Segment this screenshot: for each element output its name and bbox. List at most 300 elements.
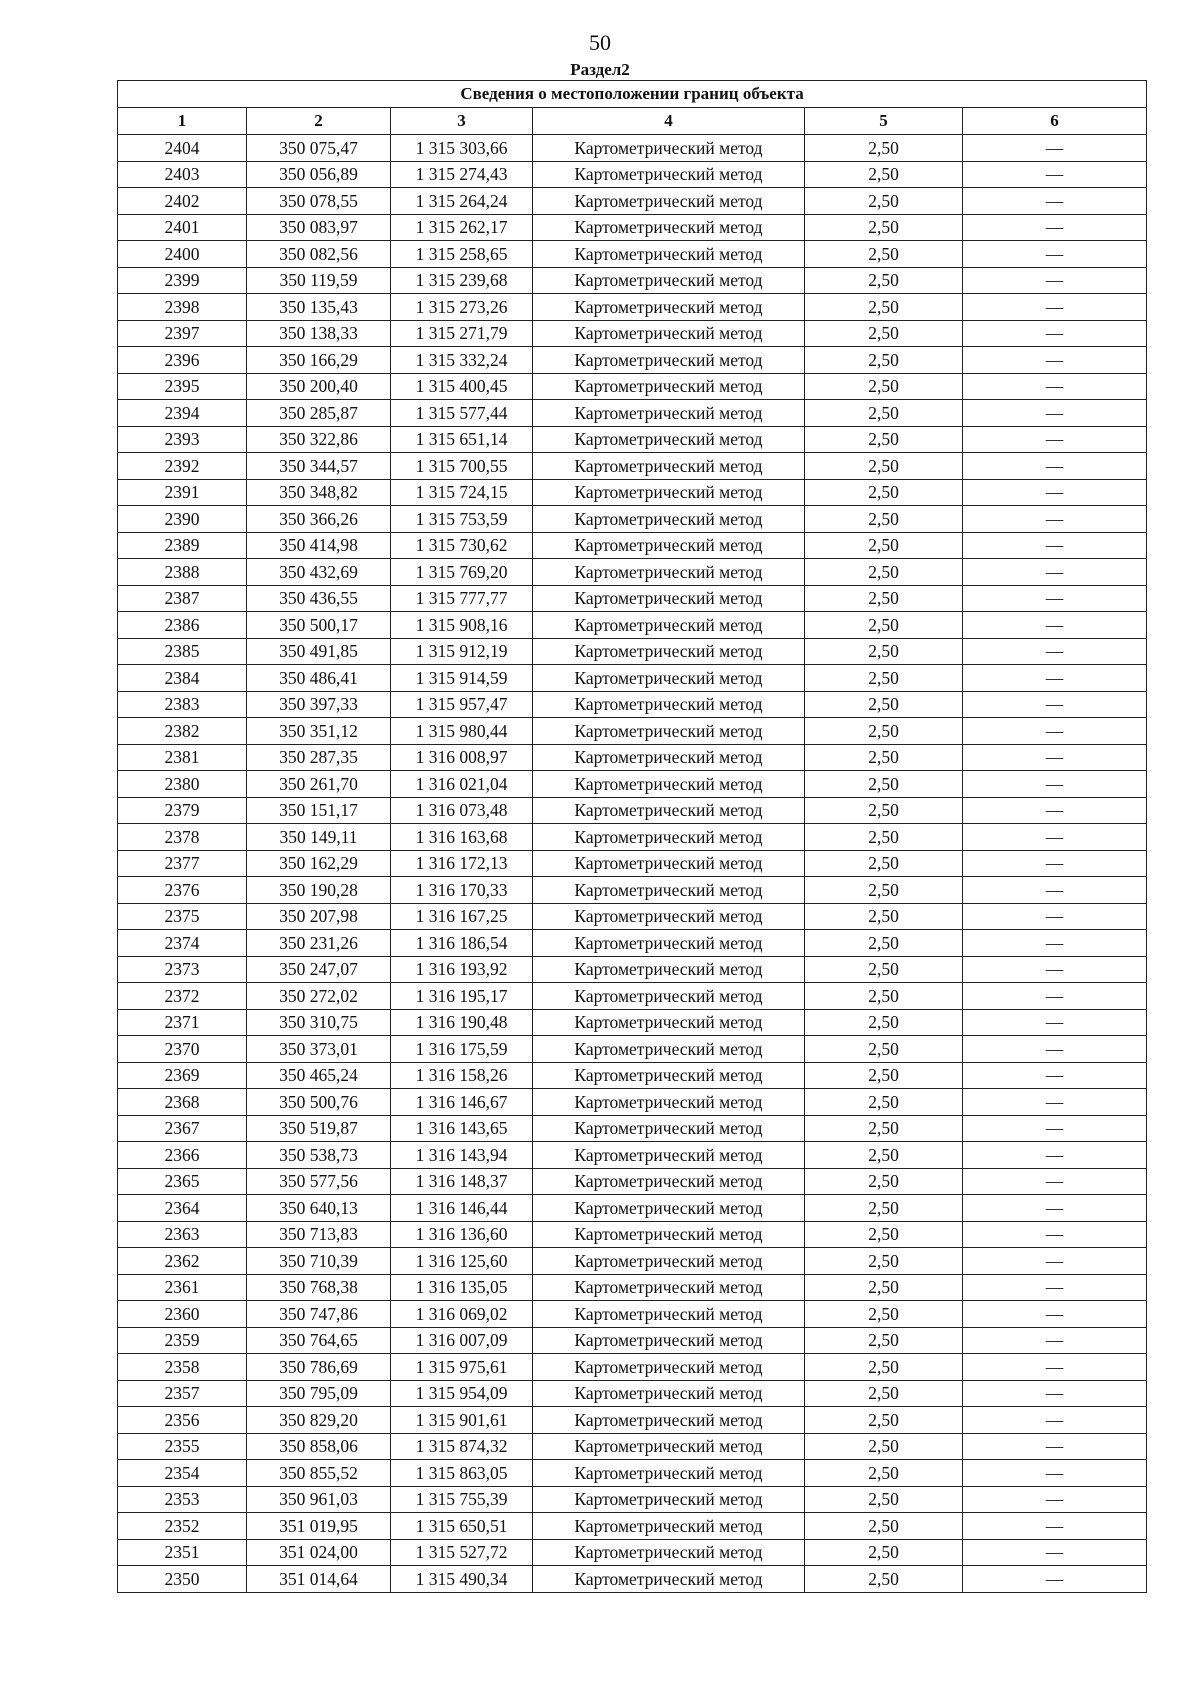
table-row <box>118 1539 1147 1566</box>
y-coordinate-cell: 1 315 908,16 <box>391 612 533 639</box>
table-row <box>118 1354 1147 1381</box>
method-cell: Картометрический метод <box>533 824 805 851</box>
table-row <box>118 188 1147 215</box>
method-cell: Картометрический метод <box>533 1380 805 1407</box>
x-coordinate-cell: 351 014,64 <box>247 1566 391 1593</box>
y-coordinate-cell: 1 315 577,44 <box>391 400 533 427</box>
point-number-cell: 2403 <box>118 161 247 188</box>
point-number-cell: 2376 <box>118 877 247 904</box>
description-cell: — <box>963 188 1147 215</box>
accuracy-cell: 2,50 <box>805 691 963 718</box>
point-number-cell: 2377 <box>118 850 247 877</box>
accuracy-cell: 2,50 <box>805 983 963 1010</box>
method-cell: Картометрический метод <box>533 983 805 1010</box>
description-cell: — <box>963 930 1147 957</box>
x-coordinate-cell: 350 190,28 <box>247 877 391 904</box>
method-cell: Картометрический метод <box>533 188 805 215</box>
description-cell: — <box>963 1195 1147 1222</box>
x-coordinate-cell: 350 373,01 <box>247 1036 391 1063</box>
accuracy-cell: 2,50 <box>805 1248 963 1275</box>
method-cell: Картометрический метод <box>533 903 805 930</box>
point-number-cell: 2382 <box>118 718 247 745</box>
description-cell: — <box>963 744 1147 771</box>
point-number-cell: 2393 <box>118 426 247 453</box>
y-coordinate-cell: 1 315 957,47 <box>391 691 533 718</box>
table-row <box>118 1168 1147 1195</box>
table-row <box>118 1327 1147 1354</box>
table-row <box>118 1221 1147 1248</box>
description-cell: — <box>963 1036 1147 1063</box>
method-cell: Картометрический метод <box>533 294 805 321</box>
y-coordinate-cell: 1 315 874,32 <box>391 1433 533 1460</box>
description-cell: — <box>963 585 1147 612</box>
page-number: 50 <box>589 30 611 55</box>
table-body <box>118 135 1147 1593</box>
accuracy-cell: 2,50 <box>805 824 963 851</box>
x-coordinate-cell: 350 200,40 <box>247 373 391 400</box>
table-row <box>118 718 1147 745</box>
table-row <box>118 1433 1147 1460</box>
x-coordinate-cell: 350 135,43 <box>247 294 391 321</box>
y-coordinate-cell: 1 315 527,72 <box>391 1539 533 1566</box>
description-cell: — <box>963 665 1147 692</box>
table-row <box>118 1486 1147 1513</box>
accuracy-cell: 2,50 <box>805 1089 963 1116</box>
point-number-cell: 2401 <box>118 214 247 241</box>
table-row <box>118 824 1147 851</box>
method-cell: Картометрический метод <box>533 1407 805 1434</box>
method-cell: Картометрический метод <box>533 373 805 400</box>
point-number-cell: 2373 <box>118 956 247 983</box>
method-cell: Картометрический метод <box>533 479 805 506</box>
x-coordinate-cell: 350 747,86 <box>247 1301 391 1328</box>
table-row <box>118 479 1147 506</box>
point-number-cell: 2350 <box>118 1566 247 1593</box>
method-cell: Картометрический метод <box>533 1354 805 1381</box>
x-coordinate-cell: 350 119,59 <box>247 267 391 294</box>
description-cell: — <box>963 983 1147 1010</box>
x-coordinate-cell: 350 207,98 <box>247 903 391 930</box>
method-cell: Картометрический метод <box>533 347 805 374</box>
accuracy-cell: 2,50 <box>805 585 963 612</box>
method-cell: Картометрический метод <box>533 506 805 533</box>
table-row <box>118 294 1147 321</box>
table-row <box>118 506 1147 533</box>
accuracy-cell: 2,50 <box>805 744 963 771</box>
table-row <box>118 1274 1147 1301</box>
x-coordinate-cell: 350 138,33 <box>247 320 391 347</box>
description-cell: — <box>963 1460 1147 1487</box>
table-row <box>118 347 1147 374</box>
point-number-cell: 2386 <box>118 612 247 639</box>
y-coordinate-cell: 1 315 777,77 <box>391 585 533 612</box>
accuracy-cell: 2,50 <box>805 559 963 586</box>
x-coordinate-cell: 350 272,02 <box>247 983 391 1010</box>
y-coordinate-cell: 1 316 073,48 <box>391 797 533 824</box>
description-cell: — <box>963 1062 1147 1089</box>
accuracy-cell: 2,50 <box>805 718 963 745</box>
method-cell: Картометрический метод <box>533 1036 805 1063</box>
accuracy-cell: 2,50 <box>805 1566 963 1593</box>
accuracy-cell: 2,50 <box>805 1513 963 1540</box>
x-coordinate-cell: 350 078,55 <box>247 188 391 215</box>
x-coordinate-cell: 350 261,70 <box>247 771 391 798</box>
description-cell: — <box>963 1513 1147 1540</box>
accuracy-cell: 2,50 <box>805 1486 963 1513</box>
table-row <box>118 1009 1147 1036</box>
y-coordinate-cell: 1 315 980,44 <box>391 718 533 745</box>
point-number-cell: 2400 <box>118 241 247 268</box>
point-number-cell: 2378 <box>118 824 247 851</box>
table-caption: Сведения о местоположении границ объекта <box>118 81 1147 108</box>
point-number-cell: 2383 <box>118 691 247 718</box>
point-number-cell: 2355 <box>118 1433 247 1460</box>
point-number-cell: 2379 <box>118 797 247 824</box>
accuracy-cell: 2,50 <box>805 1115 963 1142</box>
method-cell: Картометрический метод <box>533 1566 805 1593</box>
x-coordinate-cell: 350 713,83 <box>247 1221 391 1248</box>
point-number-cell: 2385 <box>118 638 247 665</box>
table-row <box>118 320 1147 347</box>
point-number-cell: 2398 <box>118 294 247 321</box>
y-coordinate-cell: 1 315 769,20 <box>391 559 533 586</box>
x-coordinate-cell: 350 310,75 <box>247 1009 391 1036</box>
x-coordinate-cell: 350 162,29 <box>247 850 391 877</box>
x-coordinate-cell: 350 344,57 <box>247 453 391 480</box>
point-number-cell: 2358 <box>118 1354 247 1381</box>
x-coordinate-cell: 350 351,12 <box>247 718 391 745</box>
point-number-cell: 2354 <box>118 1460 247 1487</box>
point-number-cell: 2388 <box>118 559 247 586</box>
x-coordinate-cell: 351 024,00 <box>247 1539 391 1566</box>
accuracy-cell: 2,50 <box>805 373 963 400</box>
method-cell: Картометрический метод <box>533 1539 805 1566</box>
y-coordinate-cell: 1 316 008,97 <box>391 744 533 771</box>
accuracy-cell: 2,50 <box>805 161 963 188</box>
y-coordinate-cell: 1 316 146,44 <box>391 1195 533 1222</box>
table-row <box>118 241 1147 268</box>
method-cell: Картометрический метод <box>533 1142 805 1169</box>
table-row <box>118 850 1147 877</box>
y-coordinate-cell: 1 316 135,05 <box>391 1274 533 1301</box>
accuracy-cell: 2,50 <box>805 1433 963 1460</box>
description-cell: — <box>963 1539 1147 1566</box>
column-header: 3 <box>391 108 533 135</box>
y-coordinate-cell: 1 315 700,55 <box>391 453 533 480</box>
y-coordinate-cell: 1 315 724,15 <box>391 479 533 506</box>
table-row <box>118 983 1147 1010</box>
accuracy-cell: 2,50 <box>805 850 963 877</box>
table-row <box>118 135 1147 162</box>
description-cell: — <box>963 824 1147 851</box>
y-coordinate-cell: 1 316 143,65 <box>391 1115 533 1142</box>
y-coordinate-cell: 1 315 912,19 <box>391 638 533 665</box>
table-row <box>118 1089 1147 1116</box>
column-header: 1 <box>118 108 247 135</box>
method-cell: Картометрический метод <box>533 1327 805 1354</box>
x-coordinate-cell: 350 348,82 <box>247 479 391 506</box>
point-number-cell: 2366 <box>118 1142 247 1169</box>
accuracy-cell: 2,50 <box>805 771 963 798</box>
table-row <box>118 1036 1147 1063</box>
accuracy-cell: 2,50 <box>805 1354 963 1381</box>
method-cell: Картометрический метод <box>533 161 805 188</box>
column-header: 5 <box>805 108 963 135</box>
table-row <box>118 1142 1147 1169</box>
description-cell: — <box>963 559 1147 586</box>
boundary-coordinates-table <box>117 80 1147 1593</box>
y-coordinate-cell: 1 316 186,54 <box>391 930 533 957</box>
y-coordinate-cell: 1 316 195,17 <box>391 983 533 1010</box>
accuracy-cell: 2,50 <box>805 1195 963 1222</box>
point-number-cell: 2353 <box>118 1486 247 1513</box>
table-row <box>118 214 1147 241</box>
y-coordinate-cell: 1 315 273,26 <box>391 294 533 321</box>
x-coordinate-cell: 350 322,86 <box>247 426 391 453</box>
y-coordinate-cell: 1 315 332,24 <box>391 347 533 374</box>
accuracy-cell: 2,50 <box>805 877 963 904</box>
method-cell: Картометрический метод <box>533 665 805 692</box>
x-coordinate-cell: 350 500,17 <box>247 612 391 639</box>
description-cell: — <box>963 294 1147 321</box>
method-cell: Картометрический метод <box>533 532 805 559</box>
description-cell: — <box>963 1221 1147 1248</box>
y-coordinate-cell: 1 316 146,67 <box>391 1089 533 1116</box>
accuracy-cell: 2,50 <box>805 294 963 321</box>
accuracy-cell: 2,50 <box>805 665 963 692</box>
point-number-cell: 2390 <box>118 506 247 533</box>
table-row <box>118 1115 1147 1142</box>
accuracy-cell: 2,50 <box>805 214 963 241</box>
y-coordinate-cell: 1 316 163,68 <box>391 824 533 851</box>
table-row <box>118 691 1147 718</box>
method-cell: Картометрический метод <box>533 135 805 162</box>
description-cell: — <box>963 1380 1147 1407</box>
method-cell: Картометрический метод <box>533 638 805 665</box>
x-coordinate-cell: 350 858,06 <box>247 1433 391 1460</box>
accuracy-cell: 2,50 <box>805 1327 963 1354</box>
x-coordinate-cell: 350 795,09 <box>247 1380 391 1407</box>
table-row <box>118 373 1147 400</box>
method-cell: Картометрический метод <box>533 1168 805 1195</box>
method-cell: Картометрический метод <box>533 1460 805 1487</box>
method-cell: Картометрический метод <box>533 1274 805 1301</box>
description-cell: — <box>963 241 1147 268</box>
description-cell: — <box>963 400 1147 427</box>
method-cell: Картометрический метод <box>533 691 805 718</box>
y-coordinate-cell: 1 316 021,04 <box>391 771 533 798</box>
description-cell: — <box>963 1142 1147 1169</box>
y-coordinate-cell: 1 315 863,05 <box>391 1460 533 1487</box>
column-header: 2 <box>247 108 391 135</box>
point-number-cell: 2360 <box>118 1301 247 1328</box>
method-cell: Картометрический метод <box>533 453 805 480</box>
method-cell: Картометрический метод <box>533 426 805 453</box>
y-coordinate-cell: 1 316 007,09 <box>391 1327 533 1354</box>
x-coordinate-cell: 350 151,17 <box>247 797 391 824</box>
x-coordinate-cell: 350 366,26 <box>247 506 391 533</box>
table-caption-row <box>118 81 1147 108</box>
method-cell: Картометрический метод <box>533 612 805 639</box>
point-number-cell: 2391 <box>118 479 247 506</box>
x-coordinate-cell: 350 436,55 <box>247 585 391 612</box>
y-coordinate-cell: 1 316 148,37 <box>391 1168 533 1195</box>
accuracy-cell: 2,50 <box>805 135 963 162</box>
y-coordinate-cell: 1 315 274,43 <box>391 161 533 188</box>
description-cell: — <box>963 532 1147 559</box>
x-coordinate-cell: 350 961,03 <box>247 1486 391 1513</box>
x-coordinate-cell: 350 082,56 <box>247 241 391 268</box>
method-cell: Картометрический метод <box>533 1089 805 1116</box>
x-coordinate-cell: 350 640,13 <box>247 1195 391 1222</box>
description-cell: — <box>963 453 1147 480</box>
y-coordinate-cell: 1 316 170,33 <box>391 877 533 904</box>
accuracy-cell: 2,50 <box>805 320 963 347</box>
table-row <box>118 1195 1147 1222</box>
table-row <box>118 1566 1147 1593</box>
table-row <box>118 744 1147 771</box>
table-row <box>118 161 1147 188</box>
point-number-cell: 2387 <box>118 585 247 612</box>
table-row <box>118 1513 1147 1540</box>
table-row <box>118 267 1147 294</box>
description-cell: — <box>963 214 1147 241</box>
method-cell: Картометрический метод <box>533 1486 805 1513</box>
table-row <box>118 638 1147 665</box>
method-cell: Картометрический метод <box>533 771 805 798</box>
x-coordinate-cell: 350 285,87 <box>247 400 391 427</box>
description-cell: — <box>963 1301 1147 1328</box>
y-coordinate-cell: 1 315 651,14 <box>391 426 533 453</box>
x-coordinate-cell: 350 149,11 <box>247 824 391 851</box>
column-header: 4 <box>533 108 805 135</box>
accuracy-cell: 2,50 <box>805 1009 963 1036</box>
point-number-cell: 2372 <box>118 983 247 1010</box>
point-number-cell: 2399 <box>118 267 247 294</box>
description-cell: — <box>963 1433 1147 1460</box>
y-coordinate-cell: 1 315 303,66 <box>391 135 533 162</box>
table-row <box>118 453 1147 480</box>
description-cell: — <box>963 1274 1147 1301</box>
point-number-cell: 2384 <box>118 665 247 692</box>
description-cell: — <box>963 850 1147 877</box>
point-number-cell: 2359 <box>118 1327 247 1354</box>
table-row <box>118 665 1147 692</box>
y-coordinate-cell: 1 316 136,60 <box>391 1221 533 1248</box>
accuracy-cell: 2,50 <box>805 1380 963 1407</box>
point-number-cell: 2402 <box>118 188 247 215</box>
accuracy-cell: 2,50 <box>805 453 963 480</box>
point-number-cell: 2364 <box>118 1195 247 1222</box>
x-coordinate-cell: 350 500,76 <box>247 1089 391 1116</box>
accuracy-cell: 2,50 <box>805 506 963 533</box>
point-number-cell: 2392 <box>118 453 247 480</box>
accuracy-cell: 2,50 <box>805 797 963 824</box>
point-number-cell: 2351 <box>118 1539 247 1566</box>
description-cell: — <box>963 1248 1147 1275</box>
section-label: Раздел2 <box>570 60 630 79</box>
x-coordinate-cell: 350 056,89 <box>247 161 391 188</box>
method-cell: Картометрический метод <box>533 1195 805 1222</box>
table-row <box>118 612 1147 639</box>
y-coordinate-cell: 1 316 175,59 <box>391 1036 533 1063</box>
table-row <box>118 771 1147 798</box>
description-cell: — <box>963 320 1147 347</box>
x-coordinate-cell: 350 231,26 <box>247 930 391 957</box>
method-cell: Картометрический метод <box>533 1115 805 1142</box>
point-number-cell: 2352 <box>118 1513 247 1540</box>
point-number-cell: 2369 <box>118 1062 247 1089</box>
method-cell: Картометрический метод <box>533 585 805 612</box>
description-cell: — <box>963 1115 1147 1142</box>
method-cell: Картометрический метод <box>533 241 805 268</box>
method-cell: Картометрический метод <box>533 559 805 586</box>
table-row <box>118 1248 1147 1275</box>
point-number-cell: 2389 <box>118 532 247 559</box>
description-cell: — <box>963 347 1147 374</box>
point-number-cell: 2395 <box>118 373 247 400</box>
point-number-cell: 2397 <box>118 320 247 347</box>
column-number-row <box>118 108 1147 135</box>
point-number-cell: 2375 <box>118 903 247 930</box>
accuracy-cell: 2,50 <box>805 1036 963 1063</box>
y-coordinate-cell: 1 316 167,25 <box>391 903 533 930</box>
point-number-cell: 2374 <box>118 930 247 957</box>
y-coordinate-cell: 1 315 239,68 <box>391 267 533 294</box>
description-cell: — <box>963 1486 1147 1513</box>
description-cell: — <box>963 877 1147 904</box>
method-cell: Картометрический метод <box>533 877 805 904</box>
y-coordinate-cell: 1 315 975,61 <box>391 1354 533 1381</box>
accuracy-cell: 2,50 <box>805 1407 963 1434</box>
method-cell: Картометрический метод <box>533 1062 805 1089</box>
method-cell: Картометрический метод <box>533 956 805 983</box>
accuracy-cell: 2,50 <box>805 1274 963 1301</box>
description-cell: — <box>963 956 1147 983</box>
description-cell: — <box>963 1327 1147 1354</box>
method-cell: Картометрический метод <box>533 718 805 745</box>
x-coordinate-cell: 350 577,56 <box>247 1168 391 1195</box>
description-cell: — <box>963 267 1147 294</box>
accuracy-cell: 2,50 <box>805 638 963 665</box>
x-coordinate-cell: 350 519,87 <box>247 1115 391 1142</box>
description-cell: — <box>963 903 1147 930</box>
table-row <box>118 400 1147 427</box>
x-coordinate-cell: 350 287,35 <box>247 744 391 771</box>
point-number-cell: 2361 <box>118 1274 247 1301</box>
table-row <box>118 797 1147 824</box>
method-cell: Картометрический метод <box>533 744 805 771</box>
method-cell: Картометрический метод <box>533 267 805 294</box>
point-number-cell: 2380 <box>118 771 247 798</box>
table-row <box>118 1062 1147 1089</box>
point-number-cell: 2404 <box>118 135 247 162</box>
column-header: 6 <box>963 108 1147 135</box>
accuracy-cell: 2,50 <box>805 1062 963 1089</box>
x-coordinate-cell: 350 083,97 <box>247 214 391 241</box>
y-coordinate-cell: 1 316 172,13 <box>391 850 533 877</box>
accuracy-cell: 2,50 <box>805 612 963 639</box>
x-coordinate-cell: 350 764,65 <box>247 1327 391 1354</box>
y-coordinate-cell: 1 316 193,92 <box>391 956 533 983</box>
accuracy-cell: 2,50 <box>805 1221 963 1248</box>
table-row <box>118 585 1147 612</box>
point-number-cell: 2371 <box>118 1009 247 1036</box>
description-cell: — <box>963 1407 1147 1434</box>
point-number-cell: 2365 <box>118 1168 247 1195</box>
method-cell: Картометрический метод <box>533 1009 805 1036</box>
accuracy-cell: 2,50 <box>805 956 963 983</box>
